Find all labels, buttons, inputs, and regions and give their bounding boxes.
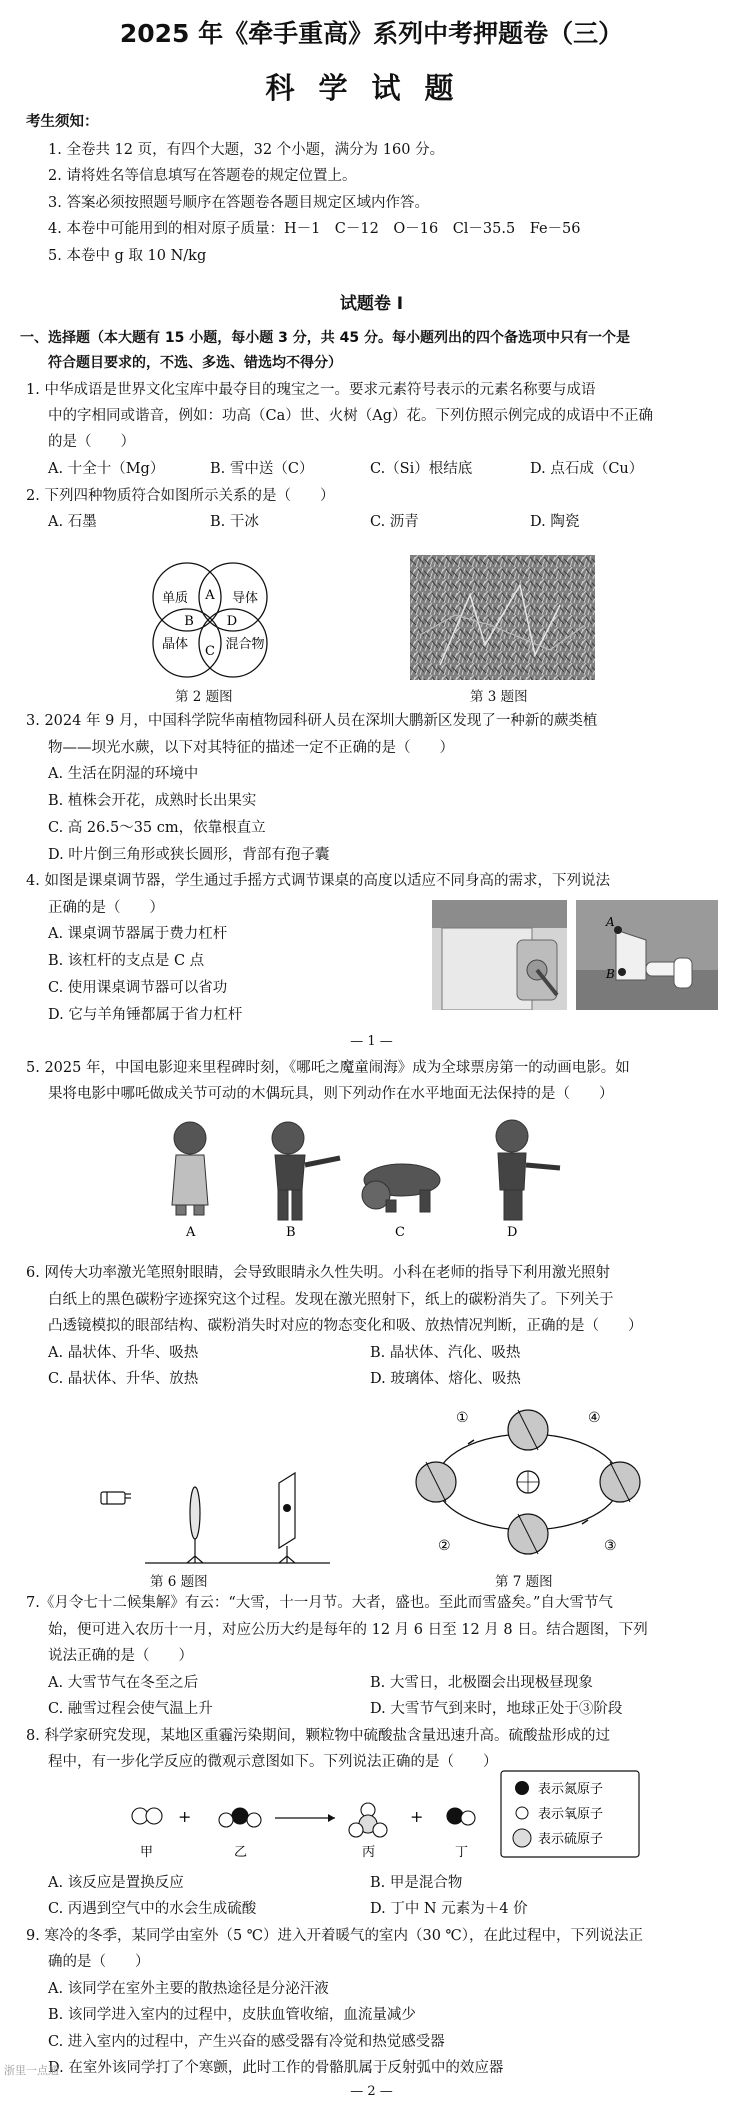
venn-label: 导体 <box>231 591 259 606</box>
option-a: A. 课桌调节器属于费力杠杆 <box>48 926 228 942</box>
page-number: — 1 — <box>350 1034 393 1049</box>
option-c: C. 使用课桌调节器可以省功 <box>48 980 228 996</box>
lens-experiment-figure <box>95 1458 335 1568</box>
option-a: A. 该反应是置换反应 <box>48 1875 184 1891</box>
watermark: 浙里一点通 <box>4 2064 59 2077</box>
crank-photo <box>576 900 718 1010</box>
question-stem: 确的是（ ） <box>48 1954 150 1970</box>
question-stem: 正确的是（ ） <box>48 900 164 916</box>
question-stem: 7.《月令七十二候集解》有云：“大雪，十一月节。大者，盛也。至此而雪盛矣。”自大雪节气 <box>26 1595 613 1611</box>
question-stem: 凸透镜模拟的眼部结构、碳粉消失时对应的物态变化和吸、放热情况判断，正确的是（ ） <box>48 1318 643 1334</box>
option-b: B. 该杠杆的支点是 C 点 <box>48 953 205 969</box>
nezha-figures <box>140 1110 600 1240</box>
option-d: D. 丁中 N 元素为＋4 价 <box>370 1901 528 1917</box>
earth-orbit-figure <box>408 1400 648 1565</box>
venn-label: 晶体 <box>161 637 189 652</box>
molecule-label: 丙 <box>362 1845 376 1860</box>
option-a: A. 晶状体、升华、吸热 <box>48 1345 199 1361</box>
figure-caption: 第 6 题图 <box>150 1574 208 1590</box>
fern-photo <box>410 555 595 680</box>
molecule-label: 乙 <box>234 1845 248 1860</box>
question-stem: 果将电影中哪吒做成关节可动的木偶玩具，则下列动作在水平地面无法保持的是（ ） <box>48 1086 614 1102</box>
question-stem: 的是（ ） <box>48 434 135 450</box>
option-c: C. 进入室内的过程中，产生兴奋的感受器有冷觉和热觉感受器 <box>48 2034 445 2050</box>
question-stem: 中的字相同或谐音，例如：功高（Ca）世、火树（Ag）花。下列仿照示例完成的成语中不正确 <box>48 408 653 424</box>
point-label: B <box>606 967 615 981</box>
orbit-stage: ④ <box>588 1410 601 1426</box>
venn-label: 混合物 <box>225 637 265 652</box>
subject-title: 科学试题 <box>265 71 478 105</box>
option-b: B. 大雪日，北极圈会出现极昼现象 <box>370 1675 593 1691</box>
option-d: D. 叶片倒三角形或狭长圆形，背部有孢子囊 <box>48 847 330 863</box>
notice-item: 5. 本卷中 g 取 10 N/kg <box>48 248 207 264</box>
option-d: D. 陶瓷 <box>530 514 580 530</box>
notice-item: 4. 本卷中可能用到的相对原子质量：H－1 C－12 O－16 Cl－35.5 Fe－56 <box>48 221 581 237</box>
section-title: 试题卷 Ⅰ <box>339 294 404 314</box>
question-stem: 始，便可进入农历十一月，对应公历大约是每年的 12 月 6 日至 12 月 8 日。结合题图，下列 <box>48 1622 648 1638</box>
part-heading: 一、选择题（本大题有 15 小题，每小题 3 分，共 45 分。每小题列出的四个备选项中只有一个是 <box>20 330 630 346</box>
molecule-label: 丁 <box>455 1845 469 1860</box>
option-a: A. 石墨 <box>48 514 97 530</box>
option-a: A. 该同学在室外主要的散热途径是分泌汗液 <box>48 1981 329 1997</box>
notice-item: 3. 答案必须按照题号顺序在答题卷各题目规定区域内作答。 <box>48 195 429 211</box>
option-d: D. 玻璃体、熔化、吸热 <box>370 1371 521 1387</box>
question-stem: 白纸上的黑色碳粉字迹探究这个过程。发现在激光照射下，纸上的碳粉消失了。下列关于 <box>48 1292 614 1308</box>
option-b: B. 晶状体、汽化、吸热 <box>370 1345 521 1361</box>
question-stem: 5. 2025 年，中国电影迎来里程碑时刻，《哪吒之魔童闹海》成为全球票房第一的动画电影。如 <box>26 1060 630 1076</box>
notice-heading: 考生须知： <box>26 114 99 130</box>
option-b: B. 干冰 <box>210 514 259 530</box>
option-b: B. 甲是混合物 <box>370 1875 463 1891</box>
option-a: A. 生活在阴湿的环境中 <box>48 766 199 782</box>
option-b: B. 雪中送（C） <box>210 461 314 477</box>
venn-region: A <box>205 588 215 603</box>
question-stem: 6. 网传大功率激光笔照射眼睛，会导致眼睛永久性失明。小科在老师的指导下利用激光照射 <box>26 1265 610 1281</box>
venn-region: D <box>226 614 238 629</box>
legend-label: 表示氮原子 <box>538 1782 604 1797</box>
option-d: D. 大雪节气到来时，地球正处于③阶段 <box>370 1701 623 1717</box>
option-d: D. 点石成（Cu） <box>530 461 644 477</box>
question-stem: 物——坝光水蕨，以下对其特征的描述一定不正确的是（ ） <box>48 740 454 756</box>
figure-caption: 第 2 题图 <box>175 689 233 705</box>
option-c: C. 高 26.5～35 cm，依靠根直立 <box>48 820 266 836</box>
svg-text:+: + <box>410 1807 424 1826</box>
option-c: C. 晶状体、升华、放热 <box>48 1371 199 1387</box>
question-stem: 3. 2024 年 9 月，中国科学院华南植物园科研人员在深圳大鹏新区发现了一种新的蕨类植 <box>26 713 598 729</box>
venn-diagram <box>145 555 275 685</box>
option-c: C. 沥青 <box>370 514 419 530</box>
option-a: A. 十全十（Mg） <box>48 461 165 477</box>
orbit-stage: ① <box>456 1410 469 1426</box>
svg-text:+: + <box>178 1807 192 1826</box>
legend-label: 表示氧原子 <box>538 1807 604 1822</box>
option-c: C. 融雪过程会使气温上升 <box>48 1701 213 1717</box>
option-label: C <box>395 1225 405 1240</box>
figure-caption: 第 3 题图 <box>470 689 528 705</box>
point-label: A <box>606 915 615 929</box>
notice-item: 1. 全卷共 12 页，有四个大题，32 个小题，满分为 160 分。 <box>48 142 445 158</box>
option-b: B. 植株会开花，成熟时长出果实 <box>48 793 257 809</box>
option-d: D. 它与羊角锤都属于省力杠杆 <box>48 1007 243 1023</box>
molecule-label: 甲 <box>140 1845 154 1860</box>
part-heading: 符合题目要求的，不选、多选、错选均不得分） <box>48 355 342 371</box>
exam-title: 2025 年《牵手重高》系列中考押题卷（三） <box>119 19 624 48</box>
question-stem: 说法正确的是（ ） <box>48 1648 193 1664</box>
option-label: A <box>186 1225 196 1240</box>
venn-region: C <box>205 644 215 659</box>
notice-item: 2. 请将姓名等信息填写在答题卷的规定位置上。 <box>48 168 357 184</box>
option-c: C.（Si）根结底 <box>370 461 473 477</box>
option-b: B. 该同学进入室内的过程中，皮肤血管收缩，血流量减少 <box>48 2007 416 2023</box>
option-label: B <box>286 1225 296 1240</box>
orbit-stage: ③ <box>604 1538 617 1554</box>
option-label: D <box>507 1225 518 1240</box>
page-number: — 2 — <box>350 2084 393 2099</box>
desk-adjuster-photo <box>432 900 567 1010</box>
legend-label: 表示硫原子 <box>538 1832 604 1847</box>
venn-region: B <box>184 614 194 629</box>
orbit-stage: ② <box>438 1538 451 1554</box>
reaction-diagram <box>110 1780 510 1860</box>
option-c: C. 丙遇到空气中的水会生成硫酸 <box>48 1901 257 1917</box>
question-stem: 程中，有一步化学反应的微观示意图如下。下列说法正确的是（ ） <box>48 1754 498 1770</box>
question-stem: 1. 中华成语是世界文化宝库中最夺目的瑰宝之一。要求元素符号表示的元素名称要与成语 <box>26 382 596 398</box>
option-a: A. 大雪节气在冬至之后 <box>48 1675 199 1691</box>
question-stem: 9. 寒冷的冬季，某同学由室外（5 ℃）进入开着暖气的室内（30 ℃），在此过程中，下列说法正 <box>26 1928 644 1944</box>
question-stem: 8. 科学家研究发现，某地区重霾污染期间，颗粒物中硫酸盐含量迅速升高。硫酸盐形成的过 <box>26 1728 610 1744</box>
figure-caption: 第 7 题图 <box>495 1574 553 1590</box>
venn-label: 单质 <box>161 591 189 606</box>
question-stem: 4. 如图是课桌调节器，学生通过手摇方式调节课桌的高度以适应不同身高的需求，下列说法 <box>26 873 610 889</box>
atom-legend <box>500 1770 640 1858</box>
option-d: D. 在室外该同学打了个寒颤，此时工作的骨骼肌属于反射弧中的效应器 <box>48 2060 504 2076</box>
question-stem: 2. 下列四种物质符合如图所示关系的是（ ） <box>26 488 335 504</box>
